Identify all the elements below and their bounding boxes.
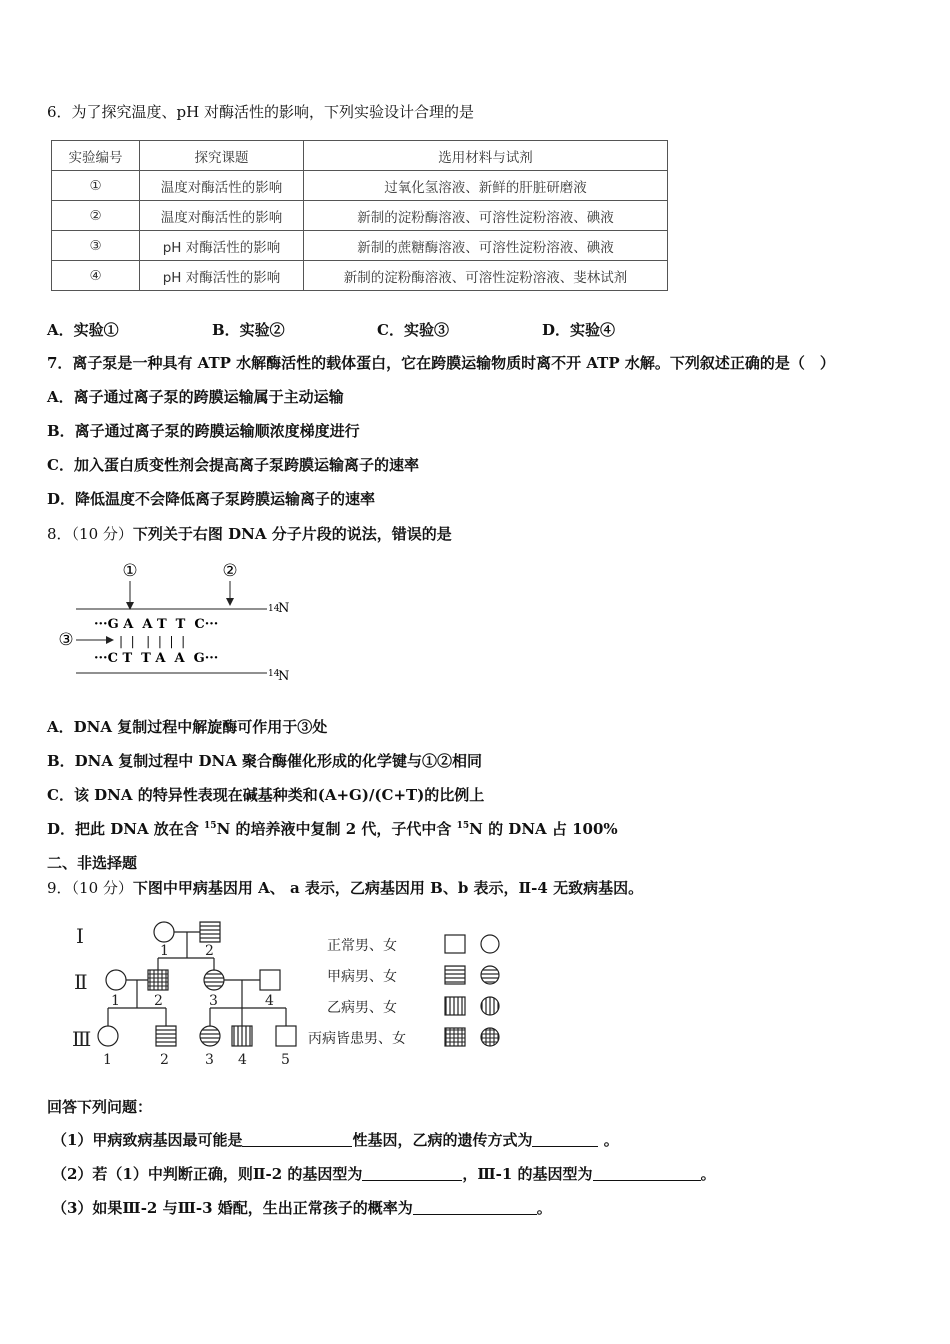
q7-option-c[interactable]: C．加入蛋白质变性剂会提高离子泵跨膜运输离子的速率 <box>47 456 419 474</box>
individual-III-3 <box>200 1026 220 1046</box>
q8-question: 下列关于右图 DNA 分子片段的说法，错误的是 <box>132 525 452 543</box>
individual-III-4 <box>232 1026 252 1046</box>
q8-option-d-part: D．把此 DNA 放在含 <box>47 820 205 838</box>
arrow-head-icon <box>106 636 114 644</box>
answer-blank[interactable] <box>532 1131 598 1147</box>
answer-blank[interactable] <box>593 1165 701 1181</box>
individual-II-2 <box>148 970 168 990</box>
q6-option-a[interactable]: A．实验① <box>47 321 119 339</box>
individual-label: 3 <box>205 1052 214 1068</box>
table-cell: pH 对酶活性的影响 <box>140 261 304 291</box>
experiment-table <box>51 140 668 291</box>
q9-sub3-text: （3）如果Ⅲ-2 与Ⅲ-3 婚配，生出正常孩子的概率为 <box>52 1199 413 1217</box>
table-row <box>52 231 668 261</box>
q9-sub1-text: 。 <box>598 1131 619 1149</box>
q9-number: 9． <box>47 879 72 897</box>
table-cell: 过氧化氢溶液、新鲜的肝脏研磨液 <box>304 171 668 201</box>
isotope-superscript: 15 <box>456 821 470 831</box>
table-row <box>52 201 668 231</box>
q9-sub1-text: （1）甲病致病基因最可能是 <box>52 1131 243 1149</box>
q6-option-c[interactable]: C．实验③ <box>377 321 449 339</box>
arrow-head-icon <box>226 598 234 606</box>
table-header-row <box>52 141 668 171</box>
q9-answer-intro: 回答下列问题： <box>47 1098 153 1116</box>
pedigree-chart <box>60 912 520 1074</box>
legend-yi-male <box>445 997 465 1015</box>
marker-1: ① <box>122 561 138 581</box>
legend-normal-male <box>445 935 465 953</box>
q6-option-b[interactable]: B．实验② <box>212 321 285 339</box>
table-cell: 新制的淀粉酶溶液、可溶性淀粉溶液、碘液 <box>304 201 668 231</box>
individual-label: 4 <box>265 993 274 1009</box>
table-cell: 温度对酶活性的影响 <box>140 171 304 201</box>
individual-label: 1 <box>160 943 169 959</box>
q8-option-d[interactable] <box>47 819 618 839</box>
legend-jia-female <box>481 966 499 984</box>
legend-both-male <box>445 1028 465 1046</box>
individual-label: 3 <box>209 993 218 1009</box>
q7-option-b[interactable]: B．离子通过离子泵的跨膜运输顺浓度梯度进行 <box>47 422 360 440</box>
answer-blank[interactable] <box>362 1165 462 1181</box>
individual-I-1 <box>154 922 174 942</box>
isotope-superscript: 15 <box>204 821 217 831</box>
legend-yi-label: 乙病男、女 <box>327 1000 397 1016</box>
top-strand-bases: ···G A A T T C··· <box>94 617 219 632</box>
q8-number: 8． <box>47 525 72 543</box>
individual-label: 4 <box>238 1052 247 1068</box>
marker-2: ② <box>222 561 238 581</box>
individual-III-2 <box>156 1026 176 1046</box>
legend-yi-female <box>481 997 499 1015</box>
q7-stem: 7．离子泵是一种具有 ATP 水解酶活性的载体蛋白，它在跨膜运输物质时离不开 ATP 水解。下列叙述正确的是（ ） <box>47 354 835 372</box>
q9-sub2 <box>52 1164 716 1184</box>
bottom-isotope-element: N <box>278 669 290 684</box>
generation-1-label: Ⅰ <box>76 924 84 948</box>
individual-label: 2 <box>205 943 214 959</box>
individual-II-1 <box>106 970 126 990</box>
q7-option-a[interactable]: A．离子通过离子泵的跨膜运输属于主动运输 <box>47 388 344 406</box>
individual-label: 1 <box>103 1052 112 1068</box>
individual-label: 5 <box>281 1052 290 1068</box>
answer-blank[interactable] <box>413 1199 537 1215</box>
table-header: 实验编号 <box>52 141 140 171</box>
table-cell: 新制的淀粉酶溶液、可溶性淀粉溶液、斐林试剂 <box>304 261 668 291</box>
table-cell: ③ <box>52 231 140 261</box>
legend-jia-male <box>445 966 465 984</box>
q9-sub2-text: ，Ⅲ-1 的基因型为 <box>462 1165 593 1183</box>
q9-sub1-text: 性基因，乙病的遗传方式为 <box>352 1131 533 1149</box>
q9-sub2-text: 。 <box>700 1165 716 1183</box>
dna-fragment-figure <box>50 556 310 690</box>
marker-3: ③ <box>58 630 74 650</box>
q8-stem <box>47 524 452 544</box>
legend-jia-label: 甲病男、女 <box>327 969 397 985</box>
q8-option-a[interactable]: A．DNA 复制过程中解旋酶可作用于③处 <box>47 718 328 736</box>
top-isotope-mass: 14 <box>268 604 280 614</box>
q7-option-d[interactable]: D．降低温度不会降低离子泵跨膜运输离子的速率 <box>47 490 376 508</box>
table-header: 选用材料与试剂 <box>304 141 668 171</box>
table-cell: ② <box>52 201 140 231</box>
top-isotope-element: N <box>278 601 290 616</box>
bottom-isotope-mass: 14 <box>268 669 280 679</box>
generation-3-label: Ⅲ <box>72 1027 92 1051</box>
table-header: 探究课题 <box>140 141 304 171</box>
table-cell: ① <box>52 171 140 201</box>
table-cell: ④ <box>52 261 140 291</box>
q8-option-d-part: N 的培养液中复制 2 代，子代中含 <box>216 820 457 838</box>
legend-both-female <box>481 1028 499 1046</box>
answer-blank[interactable] <box>242 1131 352 1147</box>
q9-sub1 <box>52 1130 619 1150</box>
table-row <box>52 261 668 291</box>
individual-label: 1 <box>111 993 120 1009</box>
q9-score: （10 分） <box>71 879 133 897</box>
individual-label: 2 <box>160 1052 169 1068</box>
table-row <box>52 171 668 201</box>
bottom-strand-bases: ···C T T A A G··· <box>94 651 219 666</box>
q8-score: （10 分） <box>71 525 133 543</box>
individual-III-1 <box>98 1026 118 1046</box>
q9-sub3-text: 。 <box>536 1199 552 1217</box>
legend-both-label: 丙病皆患男、女 <box>308 1031 406 1047</box>
q6-stem: 6．为了探究温度、pH 对酶活性的影响，下列实验设计合理的是 <box>47 103 474 121</box>
q9-question: 下图中甲病基因用 A、 a 表示，乙病基因用 B、b 表示，Ⅱ-4 无致病基因。 <box>132 879 644 897</box>
individual-label: 2 <box>154 993 163 1009</box>
q9-sub2-text: （2）若（1）中判断正确，则Ⅱ-2 的基因型为 <box>52 1165 363 1183</box>
table-cell: 温度对酶活性的影响 <box>140 201 304 231</box>
legend-normal-female <box>481 935 499 953</box>
q8-option-d-part: N 的 DNA 占 100% <box>469 820 618 838</box>
q6-option-d[interactable]: D．实验④ <box>542 321 616 339</box>
individual-III-5 <box>276 1026 296 1046</box>
table-cell: 新制的蔗糖酶溶液、可溶性淀粉溶液、碘液 <box>304 231 668 261</box>
individual-II-4 <box>260 970 280 990</box>
individual-II-3 <box>204 970 224 990</box>
q8-option-c[interactable]: C．该 DNA 的特异性表现在碱基种类和(A+G)/(C+T)的比例上 <box>47 786 485 804</box>
q9-stem <box>47 878 643 898</box>
table-cell: pH 对酶活性的影响 <box>140 231 304 261</box>
individual-I-2 <box>200 922 220 942</box>
generation-2-label: Ⅱ <box>74 970 88 994</box>
legend-normal-label: 正常男、女 <box>327 938 397 954</box>
hydrogen-bonds: | | | | | | <box>119 634 186 648</box>
q9-sub3 <box>52 1198 552 1218</box>
section-heading: 二、非选择题 <box>47 854 138 872</box>
q8-option-b[interactable]: B．DNA 复制过程中 DNA 聚合酶催化形成的化学键与①②相同 <box>47 752 483 770</box>
